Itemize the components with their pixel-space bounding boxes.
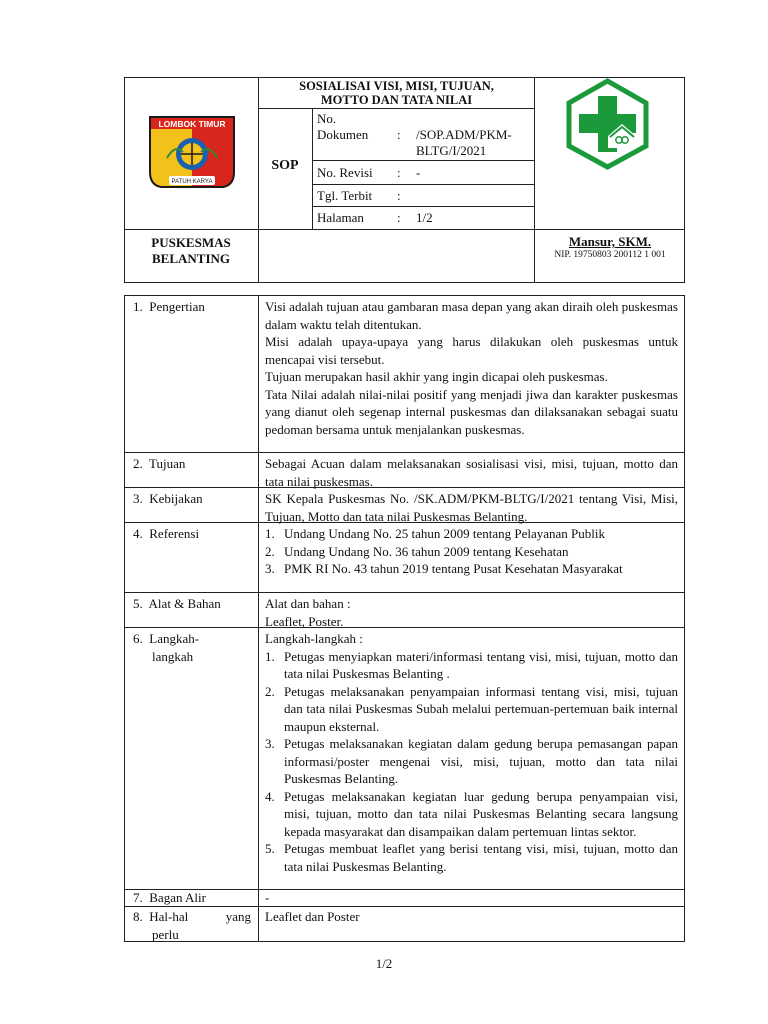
step-item	[265, 648, 678, 683]
step-item	[265, 683, 678, 736]
header-hline-issued	[312, 206, 535, 207]
puskesmas-cross-icon	[560, 78, 655, 170]
header-divider-3	[312, 108, 313, 229]
row-6-label-line1: Langkah-	[149, 631, 200, 646]
sop-title-line2: MOTTO DAN TATA NILAI	[320, 93, 473, 107]
step-number: 5.	[265, 841, 275, 856]
purpose-text: Sebagai Acuan dalam melaksanakan sosialisasi visi, misi, tujuan, motto dan tata nilai puskesmas.	[265, 456, 678, 489]
svg-text:PATUH KARYA: PATUH KARYA	[171, 179, 213, 185]
step-item	[265, 840, 678, 875]
definition-tata-nilai: Tata Nilai adalah nilai-nilai positif yang menjadi jiwa dan karakter puskesmas yang dianut oleh segenap internal puskesmas dan dilaksanakan sebagai suatu pedoman bersama untuk menjalankan puskesmas.	[265, 386, 678, 437]
institution-name-line2: BELANTING	[151, 250, 231, 266]
row-divider-4	[124, 592, 685, 593]
doc-number-value: /SOP.ADM/PKM-BLTG/I/2021	[416, 127, 512, 158]
row-divider-7	[124, 906, 685, 907]
row-5-label-text: Alat & Bahan	[148, 596, 221, 611]
row-7-content	[265, 890, 678, 906]
header-hline-title	[258, 108, 535, 109]
issued-label: Tgl. Terbit	[317, 188, 373, 203]
step-text: Petugas membuat leaflet yang berisi tentang visi, misi, tujuan, motto dan tata nilai Puskesmas Belanting.	[284, 841, 678, 874]
institution-name	[124, 235, 258, 266]
step-item	[265, 735, 678, 788]
signer-block	[535, 234, 685, 262]
step-number: 4.	[265, 788, 275, 804]
row-1-content	[265, 298, 678, 438]
reference-text: PMK RI No. 43 tahun 2019 tentang Pusat Kesehatan Masyarakat	[284, 561, 623, 576]
step-number: 2.	[265, 683, 275, 699]
tools-list: Leaflet, Poster.	[265, 613, 344, 629]
doc-number-colon: :	[397, 127, 401, 142]
row-6-content	[265, 630, 678, 875]
reference-item	[265, 560, 678, 578]
reference-number: 3.	[265, 561, 275, 576]
puskesmas-logo	[560, 78, 655, 170]
row-3-content	[265, 490, 678, 525]
step-text: Petugas melaksanakan kegiatan luar gedung berupa penyampaian visi, misi, tujuan, motto dan tata nilai Puskesmas Belanting secara langsung kepada masyarakat dan disampaikan dalam pertemuan lintas sektor.	[284, 788, 678, 839]
header-hline-rev	[312, 184, 535, 185]
policy-text: SK Kepala Puskesmas No. /SK.ADM/PKM-BLTG/I/2021 tentang Visi, Misi, Tujuan, Motto dan tata nilai Puskesmas Belanting.	[265, 491, 678, 524]
sop-title	[258, 79, 535, 108]
lombok-timur-logo	[147, 114, 237, 194]
signer-nip: NIP. 19750803 200112 1 001	[554, 250, 666, 260]
tools-heading: Alat dan bahan :	[265, 596, 351, 611]
institution-name-line1: PUSKESMAS	[151, 235, 231, 250]
header-hline-doc	[312, 160, 535, 161]
row-4-label	[133, 525, 255, 543]
row-1-label-text: Pengertian	[149, 299, 205, 314]
row-5-content	[265, 595, 678, 630]
row-4-number: 4.	[133, 526, 143, 541]
row-4-label-text: Referensi	[149, 526, 200, 541]
revision-value: -	[416, 165, 421, 180]
step-text: Petugas melaksanakan kegiatan dalam gedung berupa pemasangan papan informasi/poster mengenai visi, misi, tujuan, motto dan tata nilai Puskesmas Belanting.	[284, 736, 678, 786]
doc-number-label-line2: Dokumen	[317, 127, 369, 142]
doc-number-label-line1: No.	[317, 111, 337, 126]
notes-text: Leaflet dan Poster	[265, 909, 360, 924]
row-1-number: 1.	[133, 299, 143, 314]
page-indicator: 1/2	[375, 956, 393, 971]
definition-misi: Misi adalah upaya-upaya yang harus dilakukan oleh puskesmas untuk mencapai visi tersebut.	[265, 334, 678, 367]
definition-tujuan: Tujuan merupakan hasil akhir yang ingin dicapai oleh puskesmas.	[265, 369, 608, 384]
revision-label: No. Revisi	[317, 165, 373, 180]
row-7-label	[133, 890, 255, 906]
steps-intro: Langkah-langkah :	[265, 631, 363, 646]
reference-number: 2.	[265, 543, 275, 559]
page-label: Halaman	[317, 210, 364, 225]
lombok-timur-emblem-icon	[147, 114, 237, 194]
row-2-number: 2.	[133, 456, 143, 471]
row-8-label-line1-end: yang	[225, 909, 251, 924]
step-number: 3.	[265, 736, 275, 751]
revision-colon: :	[397, 165, 401, 180]
step-text: Petugas melaksanakan penyampaian informasi tentang visi, misi, tujuan dan tata nilai Puskesmas Subah melalui pertemuan-pertemuan baik internal maupun eksternal.	[284, 683, 678, 734]
row-1-label	[133, 298, 255, 316]
page-colon: :	[397, 210, 401, 225]
issued-colon: :	[397, 188, 401, 203]
row-5-number: 5.	[133, 596, 143, 611]
sop-title-line1: SOSIALISAI VISI, MISI, TUJUAN,	[299, 79, 494, 93]
row-3-label-text: Kebijakan	[149, 491, 203, 506]
content-col-divider	[258, 295, 259, 942]
row-8-label	[133, 908, 255, 943]
reference-text: Undang Undang No. 36 tahun 2009 tentang Kesehatan	[284, 543, 569, 559]
doc-number-label	[317, 111, 397, 143]
page-value: 1/2	[416, 210, 433, 225]
row-divider-1	[124, 452, 685, 453]
svg-text:LOMBOK TIMUR: LOMBOK TIMUR	[158, 119, 226, 129]
reference-number: 1.	[265, 526, 275, 541]
row-6-label	[133, 630, 255, 665]
reference-text: Undang Undang No. 25 tahun 2009 tentang Pelayanan Publik	[284, 526, 605, 541]
step-text: Petugas menyiapkan materi/informasi tentang visi, misi, tujuan, motto dan tata nilai Puskesmas Belanting .	[284, 648, 678, 681]
row-8-content	[265, 908, 678, 926]
signer-name: Mansur, SKM.	[568, 234, 652, 249]
row-7-label-text: Bagan Alir	[149, 890, 206, 905]
header-hline-main	[124, 229, 685, 230]
step-item	[265, 788, 678, 841]
row-2-content	[265, 455, 678, 490]
row-6-number: 6.	[133, 631, 143, 646]
flowchart-value: -	[265, 890, 270, 905]
row-3-number: 3.	[133, 491, 143, 506]
step-number: 1.	[265, 648, 275, 664]
definition-visi: Visi adalah tujuan atau gambaran masa depan yang akan diraih oleh puskesmas dalam waktu telah ditentukan.	[265, 299, 678, 332]
row-5-label	[133, 595, 255, 613]
row-8-label-line1: Hal-hal	[149, 909, 189, 924]
row-6-label-line2: langkah	[152, 648, 194, 664]
row-2-label-text: Tujuan	[149, 456, 186, 471]
reference-item	[265, 543, 678, 561]
row-8-label-line2: perlu	[152, 926, 179, 942]
row-7-number: 7.	[133, 890, 143, 905]
row-2-label	[133, 455, 255, 473]
reference-item	[265, 525, 678, 543]
row-4-content	[265, 525, 678, 578]
row-8-number: 8.	[133, 909, 143, 924]
row-3-label	[133, 490, 255, 508]
sop-label: SOP	[271, 158, 299, 173]
